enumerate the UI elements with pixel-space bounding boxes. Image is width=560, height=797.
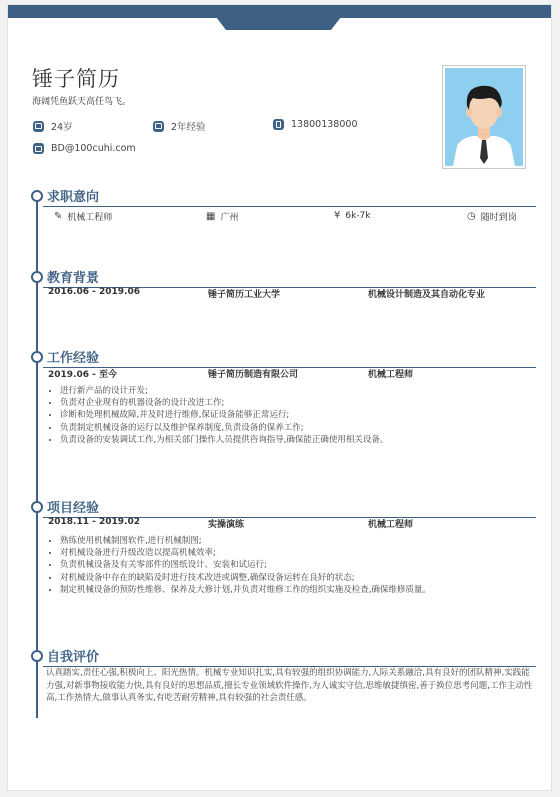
intent-city (206, 210, 238, 223)
project-name: 实操演练 (208, 520, 245, 530)
pen-icon: ✎ (54, 211, 63, 222)
list-item: • 负责机械设备及有关零部件的图纸设计、安装和试运行; (60, 559, 431, 571)
education-period: 2016.06 - 2019.06 (48, 287, 140, 297)
intent-availability-value: 随时到岗 (480, 213, 517, 223)
work-company: 锤子简历制造有限公司 (208, 370, 299, 380)
section-work-header (31, 347, 99, 366)
section-education-header (31, 267, 99, 286)
timeline-dot (31, 501, 43, 513)
avatar-illustration (445, 68, 523, 166)
list-item: • 负责对企业现有的机器设备的设计改进工作; (60, 397, 388, 409)
timeline-dot (31, 650, 43, 662)
section-title: 求职意向 (47, 190, 100, 205)
project-role: 机械工程师 (368, 520, 414, 530)
intent-salary (334, 210, 371, 221)
section-divider (43, 206, 536, 207)
experience-value: 2年经验 (171, 122, 206, 133)
section-evaluation-header (31, 646, 99, 665)
self-evaluation-text: 认真踏实,责任心强,积极向上、阳光热情。机械专业知识扎实,具有较强的组织协调能力,人际关系融洽,具有良好的团队精神,实践能力强,对新事物接收能力快,具有良好的思想品质,擅长专业领域软件操作,为人诚实守信,思维敏捷缜密,善于换位思考问题,工作主动性高,工作热情大,做事认真务实,有吃苦耐劳精神,具有较强的社会责任感。 (46, 668, 533, 703)
project-period: 2018.11 - 2019.02 (48, 517, 140, 527)
motto: 海阔凭鱼跃天高任鸟飞。 (32, 97, 132, 107)
resume-page (7, 4, 552, 791)
email-value: BD@100cuhi.com (51, 143, 136, 154)
list-item: • 负责制定机械设备的运行以及维护保养制度,负责设备的保养工作; (60, 422, 388, 434)
phone-icon (273, 119, 284, 130)
briefcase-icon (153, 121, 164, 132)
profile-photo (442, 65, 526, 169)
intent-salary-value: 6k-7k (345, 210, 371, 221)
salary-icon: ¥ (334, 210, 341, 221)
section-project-header (31, 497, 99, 516)
phone-value: 13800138000 (291, 119, 358, 130)
work-duties-list (48, 385, 388, 446)
intent-city-value: 广州 (220, 213, 239, 223)
project-duties-list (48, 535, 431, 596)
mail-icon (33, 143, 44, 154)
section-intent-header (31, 186, 99, 205)
info-age (33, 119, 73, 133)
info-email (33, 143, 136, 154)
section-title: 项目经验 (47, 501, 100, 516)
list-item: • 熟练使用机械制图软件,进行机械制图; (60, 535, 431, 547)
list-item: • 进行新产品的设计开发; (60, 385, 388, 397)
work-position: 机械工程师 (368, 370, 414, 380)
intent-job (54, 210, 112, 223)
info-phone (273, 119, 358, 130)
candidate-name: 锤子简历 (32, 67, 120, 91)
calendar-icon (33, 121, 44, 132)
education-school: 锤子简历工业大学 (208, 290, 281, 300)
section-title: 工作经验 (47, 351, 100, 366)
intent-job-value: 机械工程师 (67, 213, 113, 223)
info-experience (153, 119, 206, 133)
top-tab-decoration (216, 17, 341, 30)
work-period: 2019.06 - 至今 (48, 370, 117, 380)
section-title: 自我评价 (47, 650, 100, 665)
timeline-dot (31, 271, 43, 283)
list-item: • 对机械设备中存在的缺陷及时进行技术改进或调整,确保设备运转在良好的状态; (60, 572, 431, 584)
timeline-dot (31, 351, 43, 363)
list-item: • 诊断和处理机械故障,并及时进行维修,保证设备能够正常运行; (60, 409, 388, 421)
list-item: • 负责设备的安装调试工作,为相关部门操作人员提供咨询指导,确保能正确使用相关设备。 (60, 434, 388, 446)
education-major: 机械设计制造及其自动化专业 (368, 290, 486, 300)
list-item: • 对机械设备进行升级改造以提高机械效率; (60, 547, 431, 559)
timeline-dot (31, 190, 43, 202)
intent-availability (467, 210, 517, 223)
section-title: 教育背景 (47, 271, 100, 286)
age-value: 24岁 (51, 122, 73, 133)
building-icon: ▦ (206, 211, 216, 222)
clock-icon: ◷ (467, 211, 476, 222)
list-item: • 制定机械设备的预防性维修、保养及大修计划,并负责对维修工作的组织实施及检查,确保维修质量。 (60, 584, 431, 596)
